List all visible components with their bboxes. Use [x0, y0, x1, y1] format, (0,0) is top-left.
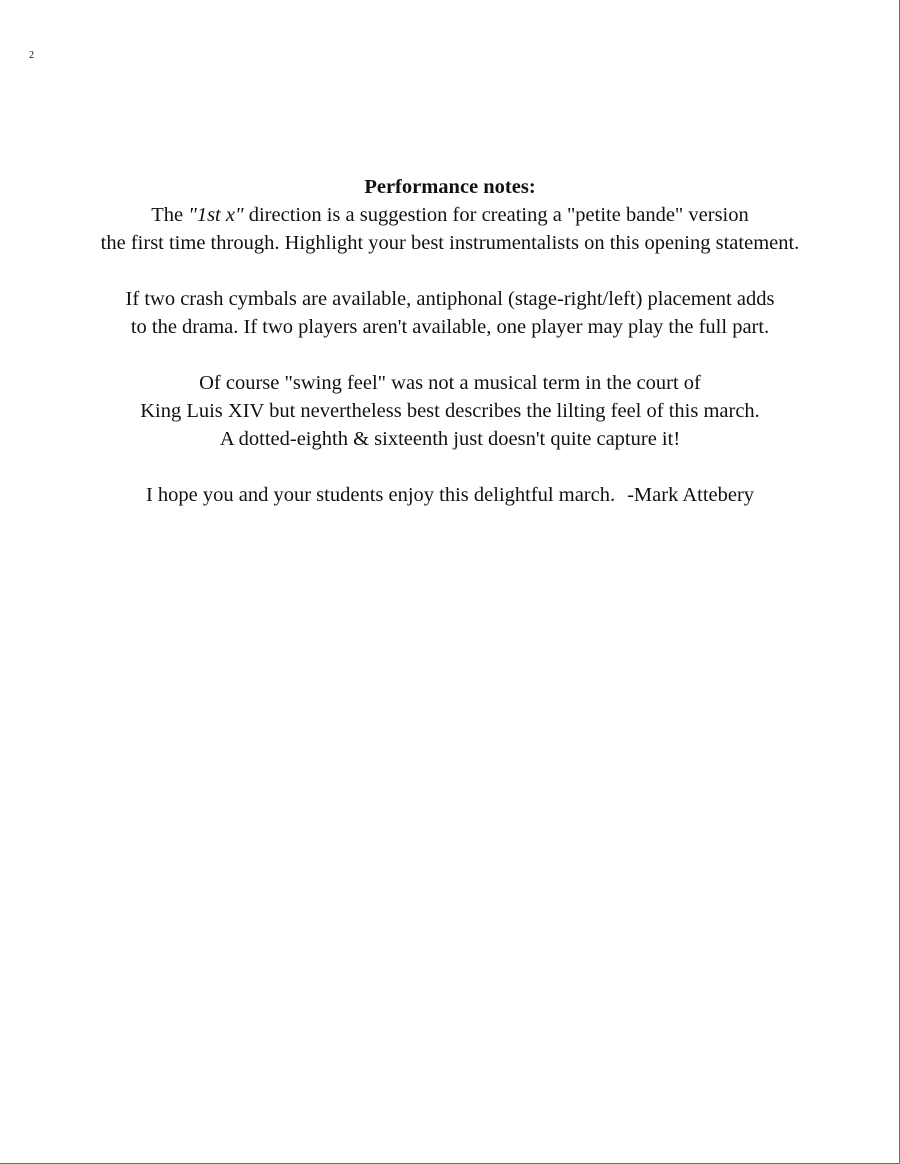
paragraph-gap — [0, 257, 900, 285]
paragraph1-line1-end: direction is a suggestion for creating a "petite bande" version — [243, 204, 749, 226]
paragraph3-line1: Of course "swing feel" was not a musical term in the court of — [199, 372, 701, 394]
notes-heading: Performance notes: — [364, 176, 536, 198]
paragraph1-line1-start: The — [151, 204, 189, 226]
paragraph1-line2: the first time through. Highlight your best instrumentalists on this opening statement. — [100, 232, 800, 254]
paragraph1-line1 — [0, 201, 900, 229]
paragraph-gap — [0, 341, 900, 369]
closing-message: I hope you and your students enjoy this delightful march. — [145, 484, 616, 506]
paragraph3-line3: A dotted-eighth & sixteenth just doesn't quite capture it! — [219, 428, 681, 450]
paragraph-gap — [0, 453, 900, 481]
closing-line — [0, 481, 900, 509]
page-number: 2 — [29, 50, 34, 61]
performance-notes — [0, 173, 900, 509]
signature: -Mark Attebery — [627, 484, 755, 506]
paragraph3-line2: King Luis XIV but nevertheless best describes the lilting feel of this march. — [140, 400, 760, 422]
paragraph2-line1: If two crash cymbals are available, antiphonal (stage-right/left) placement adds — [125, 288, 775, 310]
paragraph2-line2: to the drama. If two players aren't available, one player may play the full part. — [130, 316, 770, 338]
first-time-direction: "1st x" — [188, 204, 244, 226]
